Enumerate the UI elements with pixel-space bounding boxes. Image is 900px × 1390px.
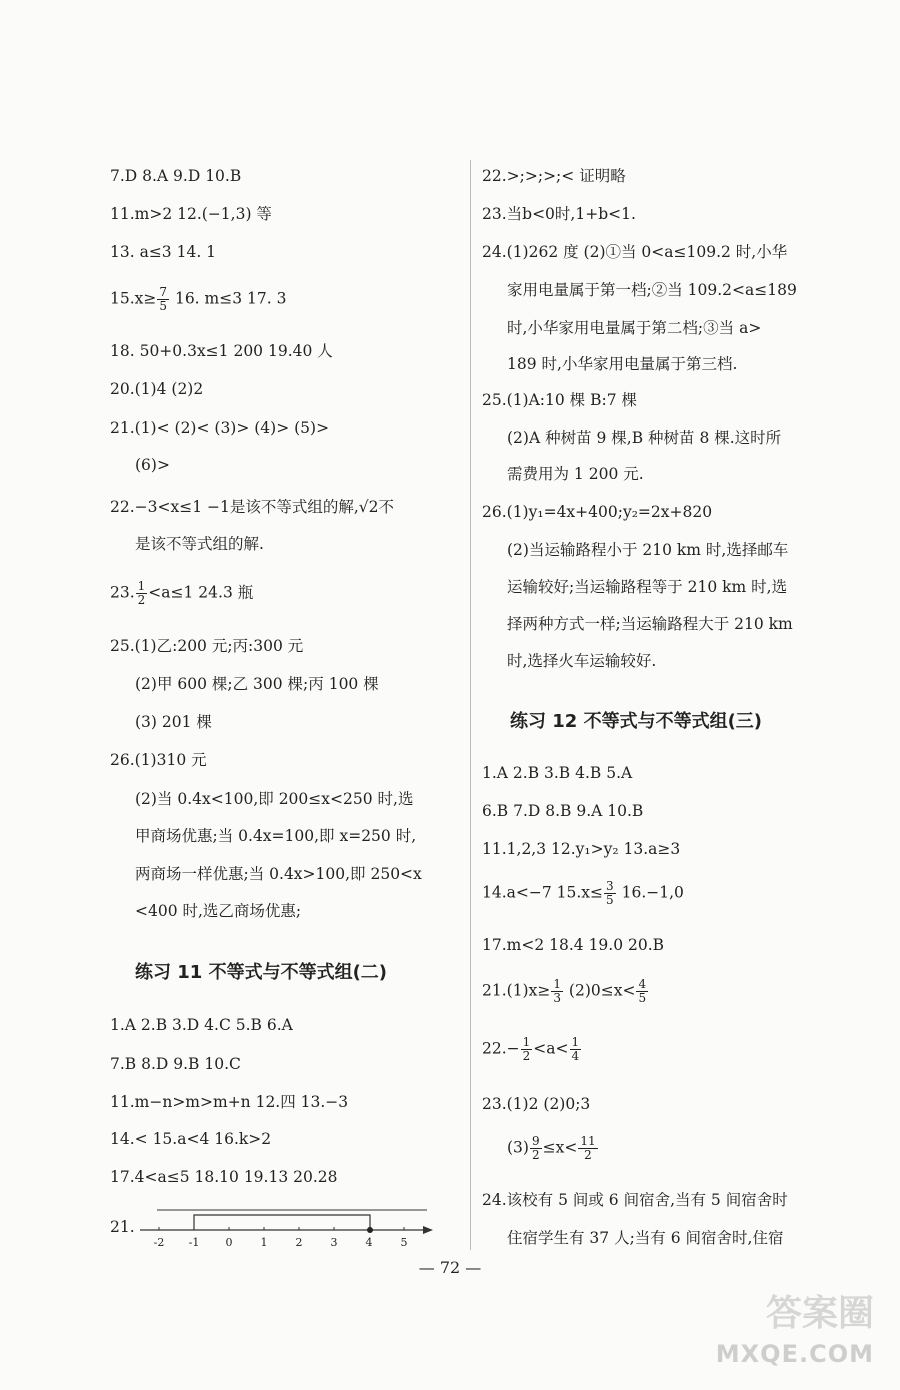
fraction: $\frac{3}{5}$ bbox=[606, 879, 614, 907]
answer-line: (3) 201 棵 bbox=[135, 713, 212, 731]
answer-line: 11.m−n>m>m+n 12.四 13.−3 bbox=[110, 1093, 349, 1111]
answer-line: 运输较好;当运输路程等于 210 km 时,选 bbox=[507, 578, 788, 596]
solution-bracket bbox=[194, 1215, 370, 1230]
answer-line: (2)A 种树苗 9 棵,B 种树苗 8 棵.这时所 bbox=[507, 429, 782, 447]
fraction: $\frac{1}{2}$ bbox=[137, 579, 146, 607]
answer-line: 15.x≥ $\frac{7}{5}$ 16. m≤3 17. 3 bbox=[110, 285, 287, 313]
answer-line: 18. 50+0.3x≤1 200 19.40 人 bbox=[110, 342, 333, 360]
answer-line: 14.< 15.a<4 16.k>2 bbox=[110, 1130, 272, 1148]
watermark bbox=[702, 1292, 892, 1382]
axis-tick-label: 2 bbox=[295, 1236, 303, 1249]
fraction: $\frac{1}{2}$ bbox=[522, 1035, 531, 1063]
answer-line: 17.4<a≤5 18.10 19.13 20.28 bbox=[110, 1168, 338, 1186]
answer-line: <400 时,选乙商场优惠; bbox=[135, 902, 302, 920]
fraction: $\frac{4}{5}$ bbox=[638, 977, 647, 1005]
answer-line: 21.(1)x≥ $\frac{1}{3}$ (2)0≤x< $\frac{4}{5}$ bbox=[482, 977, 647, 1005]
answer-line: 两商场一样优惠;当 0.4x>100,即 250<x bbox=[135, 865, 422, 883]
axis-tick-label: 1 bbox=[260, 1236, 268, 1249]
answer-line: 13. a≤3 14. 1 bbox=[110, 243, 217, 261]
number-line-diagram bbox=[135, 1200, 450, 1255]
fraction: $\frac{7}{5}$ bbox=[159, 285, 168, 313]
answer-line: 时,小华家用电量属于第二档;③当 a> bbox=[507, 319, 762, 337]
fraction: $\frac{1}{4}$ bbox=[571, 1035, 580, 1063]
column-divider bbox=[470, 160, 471, 1250]
answer-line: 189 时,小华家用电量属于第三档. bbox=[507, 355, 738, 373]
answer-line: 22.− $\frac{1}{2}$ <a< $\frac{1}{4}$ bbox=[482, 1035, 580, 1063]
answer-line: 1.A 2.B 3.B 4.B 5.A bbox=[482, 764, 633, 782]
axis-tick-label: 5 bbox=[400, 1236, 408, 1249]
answer-line: 是该不等式组的解. bbox=[135, 535, 264, 553]
fraction: $\frac{1}{3}$ bbox=[553, 977, 561, 1005]
answer-line: 6.B 7.D 8.B 9.A 10.B bbox=[482, 802, 644, 820]
answer-line: 1.A 2.B 3.D 4.C 5.B 6.A bbox=[110, 1016, 293, 1034]
answer-line: (2)甲 600 棵;乙 300 棵;丙 100 棵 bbox=[135, 675, 379, 693]
answer-line: (2)当运输路程小于 210 km 时,选择邮车 bbox=[507, 541, 789, 559]
solid-point bbox=[367, 1227, 373, 1233]
answer-line: 家用电量属于第一档;②当 109.2<a≤189 bbox=[507, 281, 797, 299]
answer-line: (2)当 0.4x<100,即 200≤x<250 时,选 bbox=[135, 790, 414, 808]
answer-line: 22.>;>;>;< 证明略 bbox=[482, 167, 626, 185]
answer-line: 7.B 8.D 9.B 10.C bbox=[110, 1055, 241, 1073]
fraction: $\frac{9}{2}$ bbox=[531, 1134, 540, 1162]
section-heading: 练习 12 不等式与不等式组(三) bbox=[510, 711, 763, 732]
section-heading: 练习 11 不等式与不等式组(二) bbox=[135, 962, 388, 983]
answer-line: 25.(1)A:10 棵 B:7 棵 bbox=[482, 391, 638, 409]
answer-line: (3) $\frac{9}{2}$ ≤x< $\frac{11}{2}$ bbox=[507, 1134, 596, 1162]
answer-line: 14.a<−7 15.x≤ $\frac{3}{5}$ 16.−1,0 bbox=[482, 879, 684, 907]
answer-line: 21. bbox=[110, 1218, 135, 1236]
answer-line: 26.(1)y₁=4x+400;y₂=2x+820 bbox=[482, 503, 713, 521]
axis-tick-label: 4 bbox=[365, 1236, 373, 1249]
answer-line: 26.(1)310 元 bbox=[110, 751, 207, 769]
answer-line: 23. $\frac{1}{2}$ <a≤1 24.3 瓶 bbox=[110, 579, 254, 607]
axis-tick-label: 0 bbox=[225, 1236, 233, 1249]
answer-line: 需费用为 1 200 元. bbox=[507, 465, 644, 483]
answer-line: 17.m<2 18.4 19.0 20.B bbox=[482, 936, 665, 954]
answer-line: 住宿学生有 37 人;当有 6 间宿舍时,住宿 bbox=[507, 1229, 784, 1247]
axis-tick-label: 3 bbox=[330, 1236, 338, 1249]
watermark-logo: 答案圈 bbox=[765, 1293, 874, 1334]
answer-line: 11.m>2 12.(−1,3) 等 bbox=[110, 205, 272, 223]
answer-line: 25.(1)乙:200 元;丙:300 元 bbox=[110, 637, 304, 655]
answer-line: 23.(1)2 (2)0;3 bbox=[482, 1095, 591, 1113]
answer-line: 择两种方式一样;当运输路程大于 210 km bbox=[507, 615, 793, 633]
answer-line: 24.该校有 5 间或 6 间宿舍,当有 5 间宿舍时 bbox=[482, 1191, 788, 1209]
axis-arrow bbox=[423, 1226, 433, 1234]
answer-line: 23.当b<0时,1+b<1. bbox=[482, 205, 636, 223]
answer-line: 时,选择火车运输较好. bbox=[507, 652, 657, 670]
answer-line: 11.1,2,3 12.y₁>y₂ 13.a≥3 bbox=[482, 840, 681, 858]
watermark-url: MXQE.COM bbox=[715, 1340, 874, 1368]
answer-line: 20.(1)4 (2)2 bbox=[110, 380, 204, 398]
fraction: $\frac{11}{2}$ bbox=[580, 1134, 596, 1162]
answer-line: 甲商场优惠;当 0.4x=100,即 x=250 时, bbox=[135, 827, 417, 845]
answer-line: (6)> bbox=[135, 456, 170, 474]
answer-line: 7.D 8.A 9.D 10.B bbox=[110, 167, 242, 185]
page-number: — 72 — bbox=[418, 1258, 482, 1277]
answer-line: 22.−3<x≤1 −1是该不等式组的解,√2不 bbox=[110, 498, 395, 516]
axis-tick-label: -1 bbox=[188, 1236, 200, 1249]
axis-tick-label: -2 bbox=[153, 1236, 165, 1249]
answer-line: 24.(1)262 度 (2)①当 0<a≤109.2 时,小华 bbox=[482, 243, 788, 261]
answer-line: 21.(1)< (2)< (3)> (4)> (5)> bbox=[110, 419, 330, 437]
